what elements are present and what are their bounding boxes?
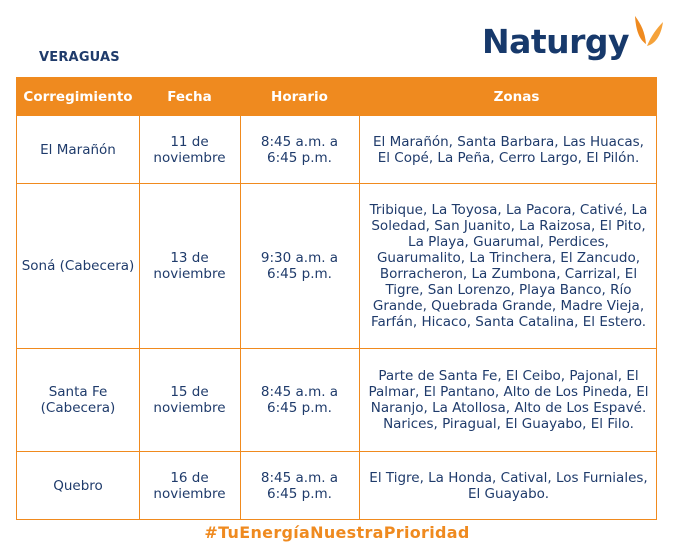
cell-horario: 8:45 a.m. a 6:45 p.m. bbox=[260, 384, 339, 416]
table-row bbox=[17, 183, 656, 348]
cell-fecha: 15 de noviembre bbox=[153, 384, 226, 416]
cell-zonas: El Tigre, La Honda, Catival, Los Furniales, El Guayabo. bbox=[369, 469, 648, 502]
naturgy-logo bbox=[482, 14, 667, 64]
header-zonas: Zonas bbox=[493, 88, 540, 105]
butterfly-icon bbox=[631, 14, 667, 54]
cell-fecha: 11 de noviembre bbox=[153, 133, 226, 166]
table-header bbox=[17, 78, 656, 115]
cell-zonas: Tribique, La Toyosa, La Pacora, Cativé, La Soledad, San Juanito, La Raizosa, El Pito, La Playa, Guarumal, Perdices, Guarumalito, La Trinchera, El Zancudo, Borracheron, La Zumbona, Carrizal, El Tigre, San Lorenzo, Playa Banco, Río Grande, Quebrada Grande, Madre Vieja, Farfán, Hicaco, Santa Catalina, El Estero. bbox=[369, 202, 648, 330]
column-divider bbox=[240, 115, 241, 519]
header-horario: Horario bbox=[271, 88, 328, 105]
cell-horario: 8:45 a.m. a 6:45 p.m. bbox=[260, 469, 339, 502]
cell-horario: 8:45 a.m. a 6:45 p.m. bbox=[260, 133, 339, 166]
cell-corregimiento: Santa Fe (Cabecera) bbox=[40, 384, 116, 416]
logo-wordmark: Naturgy bbox=[482, 22, 630, 61]
table-row bbox=[17, 451, 656, 519]
table-row bbox=[17, 348, 656, 451]
cell-corregimiento: Soná (Cabecera) bbox=[21, 258, 135, 274]
hashtag: #TuEnergíaNuestraPrioridad bbox=[204, 523, 470, 542]
cell-corregimiento: Quebro bbox=[53, 477, 103, 494]
header-corregimiento: Corregimiento bbox=[23, 88, 133, 105]
cell-horario: 9:30 a.m. a 6:45 p.m. bbox=[260, 250, 339, 282]
table-row bbox=[17, 115, 656, 183]
cell-zonas: El Marañón, Santa Barbara, Las Huacas, El Copé, La Peña, Cerro Largo, El Pilón. bbox=[373, 133, 644, 166]
cell-corregimiento: El Marañón bbox=[40, 141, 116, 158]
header-fecha: Fecha bbox=[167, 88, 212, 105]
cell-zonas: Parte de Santa Fe, El Ceibo, Pajonal, El Palmar, El Pantano, Alto de Los Pineda, El Naranjo, La Atollosa, Alto de Los Espavé. Narices, Piragual, El Guayabo, El Filo. bbox=[368, 368, 649, 432]
region-title: VERAGUAS bbox=[39, 50, 120, 65]
cell-fecha: 16 de noviembre bbox=[153, 469, 226, 502]
schedule-table bbox=[16, 77, 657, 520]
column-divider bbox=[359, 115, 360, 519]
column-divider bbox=[139, 115, 140, 519]
cell-fecha: 13 de noviembre bbox=[153, 250, 226, 282]
